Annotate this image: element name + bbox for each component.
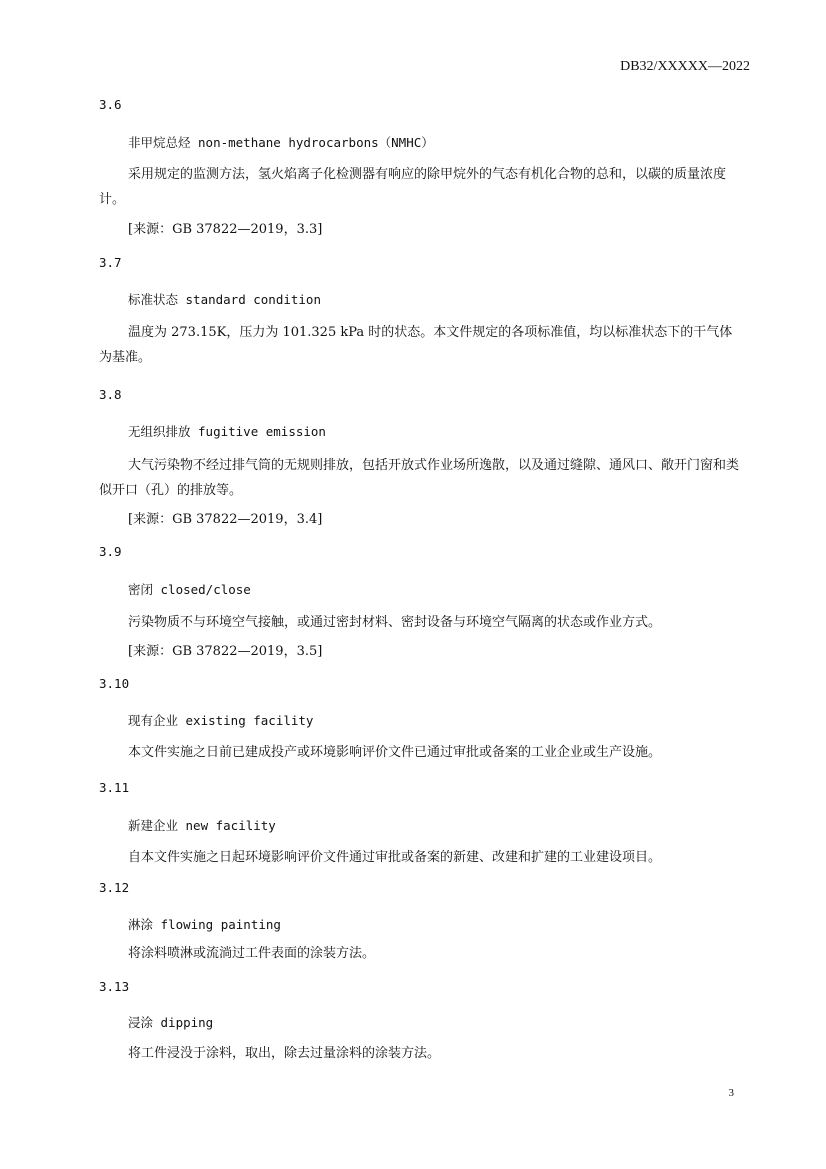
term-definition: 自本文件实施之日起环境影响评价文件通过审批或备案的新建、改建和扩建的工业建设项目。 xyxy=(128,850,662,865)
term-title: 非甲烷总烃 non-methane hydrocarbons（NMHC） xyxy=(128,135,434,150)
term-definition: 污染物质不与环境空气接触，或通过密封材料、密封设备与环境空气隔离的状态或作业方式。 xyxy=(128,615,662,630)
term-definition: 温度为 273.15K，压力为 101.325 kPa 时的状态。本文件规定的各项标准值，均以标准状态下的干气体为基准。 xyxy=(99,325,733,365)
term-definition: 大气污染物不经过排气筒的无规则排放，包括开放式作业场所逸散，以及通过缝隙、通风口、敞开门窗和类似开口（孔）的排放等。 xyxy=(99,458,740,498)
term-definition: 将涂料喷淋或流淌过工件表面的涂装方法。 xyxy=(128,946,376,961)
clause-number: 3.10 xyxy=(99,676,130,691)
term-source: [来源：GB 37822—2019，3.5] xyxy=(128,644,323,659)
term-definition: 本文件实施之日前已建成投产或环境影响评价文件已通过审批或备案的工业企业或生产设施。 xyxy=(128,745,662,760)
term-definition: 采用规定的监测方法，氢火焰离子化检测器有响应的除甲烷外的气态有机化合物的总和，以碳的质量浓度计。 xyxy=(99,167,727,207)
term-title: 淋涂 flowing painting xyxy=(128,917,281,932)
term-title: 现有企业 existing facility xyxy=(128,713,314,728)
term-source: [来源：GB 37822—2019，3.4] xyxy=(128,512,323,527)
clause-number: 3.13 xyxy=(99,979,130,994)
clause-number: 3.6 xyxy=(99,97,122,112)
term-definition: 将工件浸没于涂料，取出，除去过量涂料的涂装方法。 xyxy=(128,1046,441,1061)
clause-number: 3.11 xyxy=(99,780,130,795)
page-number: 3 xyxy=(728,1087,734,1099)
term-source: [来源：GB 37822—2019，3.3] xyxy=(128,222,323,237)
clause-number: 3.7 xyxy=(99,255,122,270)
term-title: 密闭 closed/close xyxy=(128,582,251,597)
term-title: 新建企业 new facility xyxy=(128,818,276,833)
clause-number: 3.12 xyxy=(99,880,130,895)
clause-number: 3.8 xyxy=(99,387,122,402)
document-code: DB32/XXXXX—2022 xyxy=(620,59,750,74)
clause-number: 3.9 xyxy=(99,544,122,559)
term-title: 标准状态 standard condition xyxy=(128,292,321,307)
term-title: 无组织排放 fugitive emission xyxy=(128,424,326,439)
term-title: 浸涂 dipping xyxy=(128,1015,214,1030)
